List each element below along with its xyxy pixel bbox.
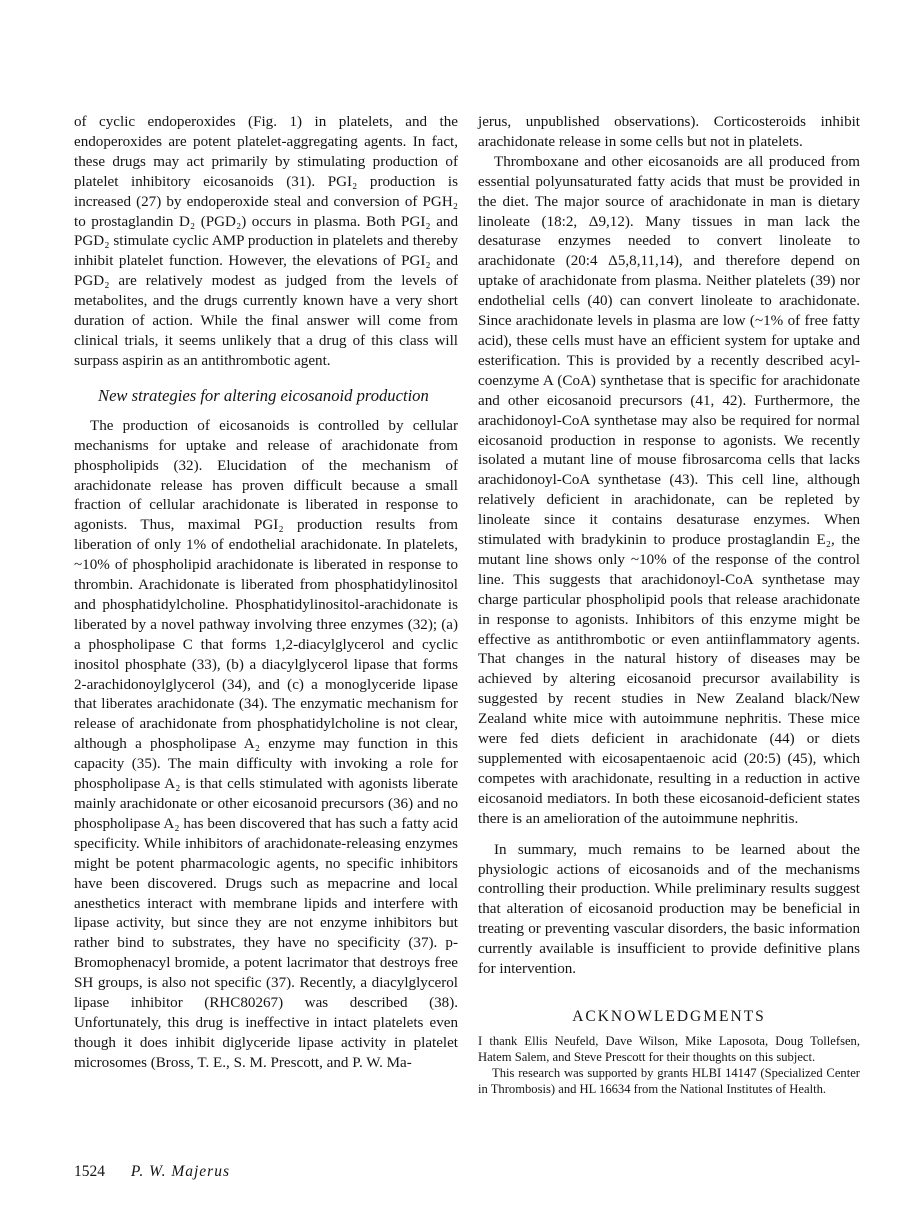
left-column — [74, 113, 458, 1074]
summary-paragraph: In summary, much remains to be learned about the physiologic actions of eicosanoids and of the mechanisms controlling their production. While preliminary results suggest that alteration of eicosanoid production may be beneficial in treating or preventing vascular disorders, the basic information currently available is insufficient to provide definitive plans for intervention. — [478, 841, 860, 978]
right-column — [478, 113, 860, 980]
page-number: 1524 — [74, 1163, 105, 1180]
body-paragraph: The production of eicosanoids is controlled by cellular mechanisms for uptake and release of arachidonate from phospholipids (32). Elucidation of the mechanism of arachidonate release has proven difficult because a small fraction of cellular arachidonate is liberated in response to agonists. Thus, maximal PGI₂ production results from liberation of only 1% of endothelial arachidonate. In platelets, ~10% of phospholipid arachidonate is liberated in response to thrombin. Arachidonate is liberated from phosphatidylinositol and phosphatidylcholine. Phosphatidylinositol-arachidonate is liberated by a novel pathway involving three enzymes (32); (a) a phospholipase C that forms 1,2-diacylglycerol and cyclic inositol phosphate (33), (b) a diacylglycerol lipase that forms 2-arachidonoylglycerol (34), and (c) a monoglyceride lipase that liberates arachidonate (34). The enzymatic mechanism for release of arachidonate from phosphatidylcholine is not clear, although a phospholipase A₂ enzyme may function in this capacity (35). The main difficulty with invoking a role for phospholipase A₂ is that cells stimulated with agonists liberate mainly arachidonate or other eicosanoid precursors (36) and no phospholipase A₂ has been discovered that has such a fatty acid specificity. While inhibitors of arachidonate-releasing enzymes might be potent pharmacologic agents, no specific inhibitors have been discovered. Drugs such as mepacrine and local anesthetics interact with membrane lipids and interfere with lipase activity, but since they are not enzyme inhibitors but rather bind to substrates, they have no specificity (37). p-Bromophenacyl bromide, a potent lacrimator that destroys free SH groups, is also not specific (37). Recently, a diacylglycerol lipase inhibitor (RHC80267) was described (38). Unfortunately, this drug is ineffective in intact platelets even though it does inhibit diglyceride lipase activity in platelet microsomes (Bross, T. E., S. M. Prescott, and P. W. Ma- — [74, 417, 458, 1071]
acknowledgments-funding: This research was supported by grants HLBI 14147 (Specialized Center in Thrombosis) and HL 16634 from the National Institutes of Health. — [478, 1066, 860, 1096]
acknowledgments-thanks: I thank Ellis Neufeld, Dave Wilson, Mike Laposota, Doug Tollefsen, Hatem Salem, and Steve Prescott for their thoughts on this subject. — [478, 1034, 860, 1064]
body-paragraph: Thromboxane and other eicosanoids are all produced from essential polyunsaturated fatty acids that must be provided in the diet. The major source of arachidonate in man is dietary linoleate (18:2, Δ9,12). Many tissues in man lack the desaturase enzymes needed to convert linoleate to arachidonate (20:4 Δ5,8,11,14), and therefore depend on uptake of arachidonate from plasma. Neither platelets (39) nor endothelial cells (40) can convert linoleate to arachidonate. Since arachidonate levels in plasma are low (~1% of free fatty acid), these cells must have an efficient system for uptake and esterification. This is provided by a recently described acyl-coenzyme A (CoA) synthetase that is specific for arachidonate and other eicosanoid precursors (41, 42). Furthermore, the arachidonoyl-CoA synthetase may also be required for normal eicosanoid production in response to agonists. We recently isolated a mutant line of mouse fibrosarcoma cells that lacks arachidonoyl-CoA synthetase (43). This cell line, although relatively deficient in arachidonate, can be repleted by linoleate since it contains desaturase enzymes. When stimulated with bradykinin to produce prostaglandin E₂, the mutant line shows only ~10% of the response of the control line. This suggests that arachidonoyl-CoA synthetase may charge particular phospholipid pools that release arachidonate in response to agonists. Inhibitors of this enzyme might be effective as antithrombotic or even antiinflammatory agents. That changes in the natural history of diseases may be achieved by altering eicosanoid precursor availability is suggested by recent studies in New Zealand black/New Zealand white mice with autoimmune nephritis. These mice were fed diets deficient in arachidonate (44) or diets supplemented with eicosapentaenoic acid (20:5) (45), which competes with arachidonate, resulting in a reduction in active eicosanoid mediators. In both these eicosanoid-deficient states there is an amelioration of the autoimmune nephritis. — [478, 153, 860, 827]
body-paragraph-continued: of cyclic endoperoxides (Fig. 1) in platelets, and the endoperoxides are potent platelet-aggregating agents. In fact, these drugs may act primarily by stimulating production of platelet inhibitory eicosanoids (31). PGI₂ production is increased (27) by endoperoxide steal and conversion of PGH₂ to prostaglandin D₂ (PGD₂) occurs in plasma. Both PGI₂ and PGD₂ stimulate cyclic AMP production in platelets and thereby inhibit platelet function. However, the elevations of PGI₂ and PGD₂ are relatively modest as judged from the levels of metabolites, and the drugs currently known have a very short duration of action. While the final answer will come from clinical trials, it seems unlikely that a drug of this class will surpass aspirin as an antithrombotic agent. — [74, 114, 458, 369]
acknowledgments-heading: ACKNOWLEDGMENTS — [572, 1008, 766, 1025]
acknowledgments-text — [478, 1033, 860, 1097]
page-footer — [74, 1163, 230, 1181]
body-paragraph-continued: jerus, unpublished observations). Corticosteroids inhibit arachidonate release in some cells but not in platelets. — [478, 114, 860, 150]
section-heading: New strategies for altering eicosanoid production — [98, 385, 429, 405]
running-author: P. W. Majerus — [130, 1163, 230, 1180]
